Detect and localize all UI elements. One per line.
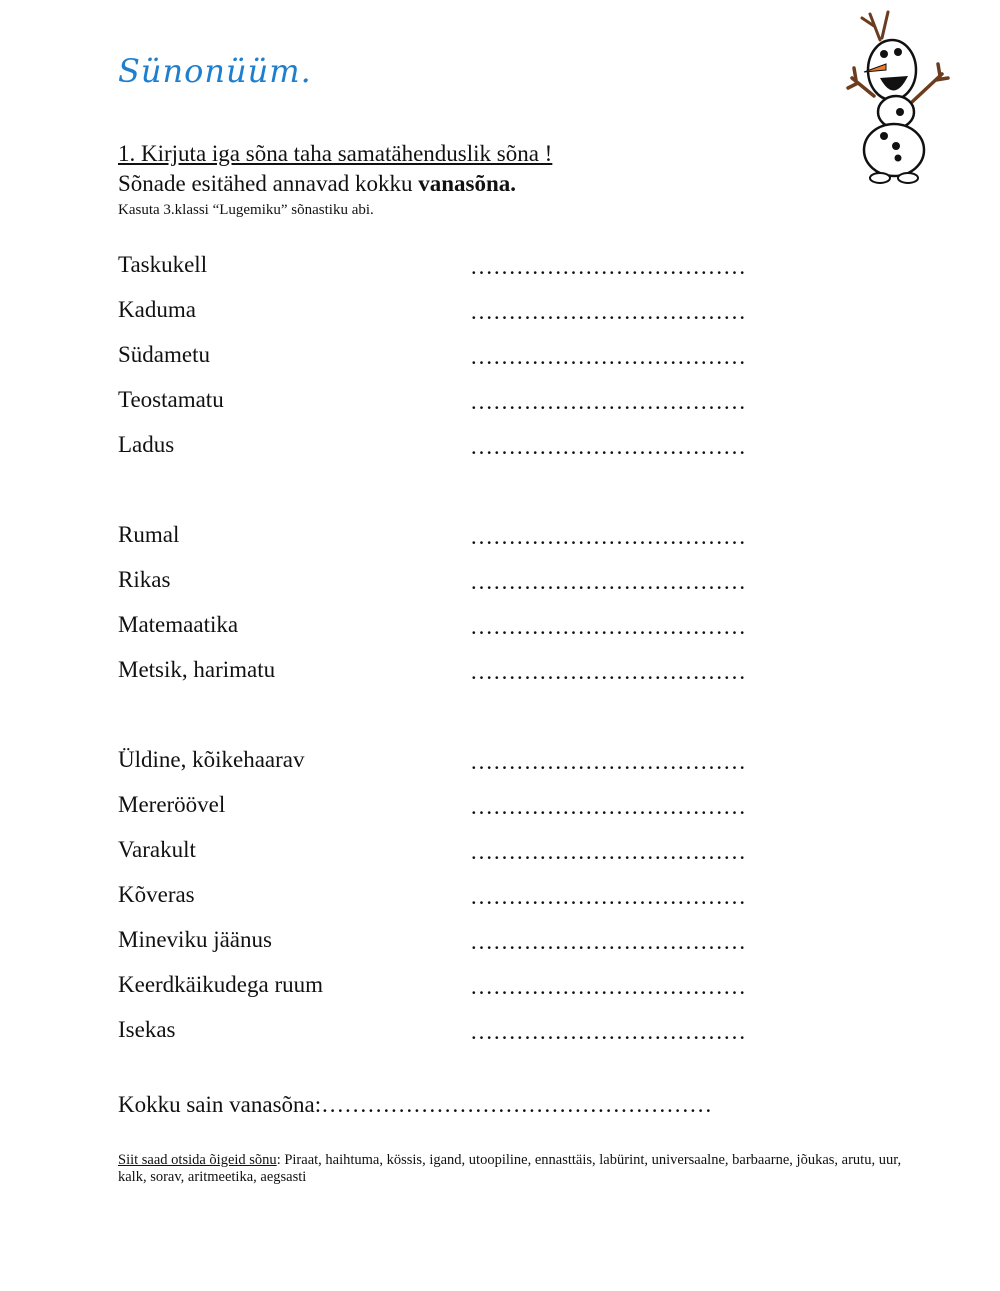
list-item — [118, 657, 818, 687]
list-item — [118, 432, 818, 462]
word-label: Taskukell — [118, 252, 208, 277]
answer-blank[interactable]: ……………………………… — [470, 254, 746, 279]
word-bank-text: : Piraat, haihtuma, kössis, igand, utoopiline, ennasttäis, labürint, universaalne, barbaarne, jõukas, arutu, uur, kalk, sorav, aritmeetika, aegsasti — [118, 1152, 902, 1185]
word-label: Rikas — [118, 567, 171, 592]
list-item — [118, 882, 818, 912]
answer-blank[interactable]: ……………………………… — [470, 929, 746, 954]
answer-blank[interactable]: ……………………………… — [470, 1019, 746, 1044]
word-label: Rumal — [118, 522, 180, 547]
list-item — [118, 837, 818, 867]
list-item — [118, 252, 818, 282]
proverb-answer-label: Kokku sain vanasõna: — [118, 1092, 322, 1117]
list-item — [118, 297, 818, 327]
answer-blank[interactable]: ……………………………… — [470, 974, 746, 999]
answer-blank[interactable]: ……………………………… — [470, 884, 746, 909]
word-label: Ladus — [118, 432, 175, 457]
answer-blank[interactable]: ……………………………… — [470, 344, 746, 369]
list-item — [118, 342, 818, 372]
instruction-line-2 — [118, 171, 516, 197]
list-item — [118, 972, 818, 1002]
answer-blank[interactable]: ……………………………… — [470, 749, 746, 774]
word-label: Mineviku jäänus — [118, 927, 272, 952]
answer-blank[interactable]: ……………………………… — [470, 569, 746, 594]
word-label: Matemaatika — [118, 612, 239, 637]
word-label: Varakult — [118, 837, 196, 862]
instruction-keyword: vanasõna. — [418, 171, 516, 196]
answer-blank[interactable]: ……………………………… — [470, 389, 746, 414]
list-item — [118, 387, 818, 417]
answer-blank[interactable]: ……………………………… — [470, 659, 746, 684]
answer-blank[interactable]: ……………………………… — [470, 794, 746, 819]
instruction-line-2-text: Sõnade esitähed annavad kokku — [118, 171, 419, 196]
word-label: Südametu — [118, 342, 210, 367]
instruction-line-3: Kasuta 3.klassi “Lugemiku” sõnastiku abi. — [118, 202, 374, 218]
answer-blank[interactable]: ……………………………… — [470, 299, 746, 324]
proverb-answer-line — [118, 1092, 712, 1118]
answer-blank[interactable]: ……………………………… — [470, 839, 746, 864]
list-item — [118, 522, 818, 552]
word-label: Isekas — [118, 1017, 176, 1042]
word-label: Teostamatu — [118, 387, 224, 412]
list-item — [118, 567, 818, 597]
list-item — [118, 612, 818, 642]
word-label: Kõveras — [118, 882, 195, 907]
list-item — [118, 747, 818, 777]
word-bank — [118, 1152, 908, 1186]
word-label: Metsik, harimatu — [118, 657, 276, 682]
list-item — [118, 792, 818, 822]
list-item — [118, 1017, 818, 1047]
word-bank-label: Siit saad otsida õigeid sõnu — [118, 1152, 277, 1168]
word-label: Keerdkäikudega ruum — [118, 972, 324, 997]
proverb-answer-blank[interactable]: …………………………………………… — [321, 1092, 713, 1117]
word-label: Mereröövel — [118, 792, 226, 817]
list-item — [118, 927, 818, 957]
answer-blank[interactable]: ……………………………… — [470, 434, 746, 459]
answer-blank[interactable]: ……………………………… — [470, 524, 746, 549]
answer-blank[interactable]: ……………………………… — [470, 614, 746, 639]
snowman-illustration — [840, 8, 958, 186]
page-title: Sünonüüm. — [118, 52, 312, 90]
word-label: Üldine, kõikehaarav — [118, 747, 305, 772]
instruction-line-1: 1. Kirjuta iga sõna taha samatähenduslik sõna ! — [118, 141, 553, 166]
word-label: Kaduma — [118, 297, 196, 322]
